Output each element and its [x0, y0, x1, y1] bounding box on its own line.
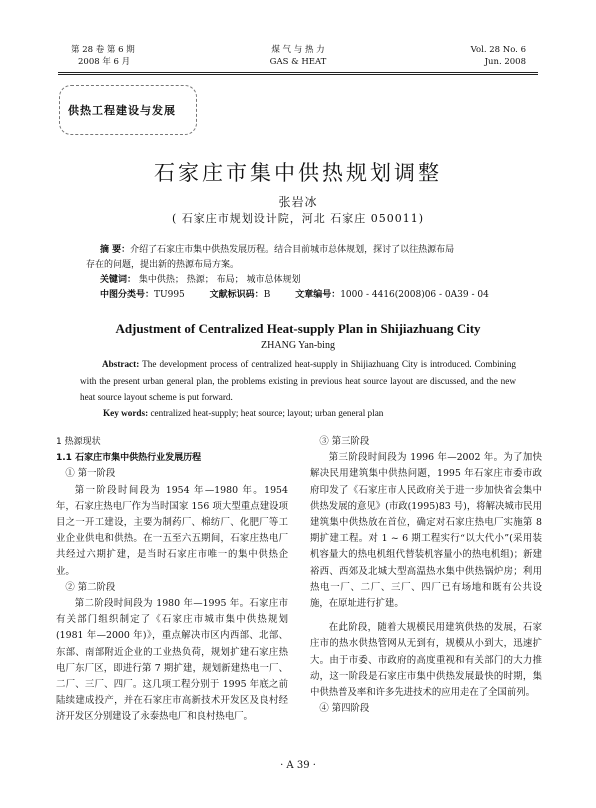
- section-tag-box: [59, 85, 197, 135]
- section-heading-1: 1 热源现状: [56, 437, 101, 447]
- stage-3-paragraph: 第三阶段时间段为 1996 年—2002 年。为了加快解决民用建筑集中供热问题，1995 年石家庄市委市政府印发了《石家庄市人民政府关于进一步加快省会集中供热发展的意见》(市政(1995)83 号)，将解决城市民用建筑集中供热放在首位，确定对石家庄热电厂实施第 8 期扩建工程。对 1 ~ 6 期工程实行“以大代小”(采用装机容量大的热电机组代替装机容量小的热电机组)；新建裕西、西郊及北城大型高温热水集中供热锅炉房；利用热电一厂、二厂、三厂、四厂已有场地和既有公共设施，在原址进行扩建。: [310, 452, 542, 610]
- journal-name-cn: 煤 气 与 热 力: [271, 45, 325, 55]
- header-rule: [58, 74, 538, 75]
- en-keywords: [103, 408, 383, 418]
- publication-date: 2008 年 6 月: [78, 57, 131, 67]
- en-abstract-text: The development process of centralized heat-supply in Shijiazhuang City is introduced. Combining with the present urban general plan, the problems existing in previous heat source layout are discussed, and the new heat source layout scheme is put forward.: [80, 359, 516, 402]
- cn-keywords: 集中供热； 热源； 布局； 城市总体规划: [138, 275, 301, 285]
- en-title: Adjustment of Centralized Heat-supply Plan in Shijiazhuang City: [115, 321, 481, 336]
- en-author: ZHANG Yan-bing: [261, 340, 335, 351]
- publication-date-en: Jun. 2008: [484, 57, 526, 67]
- journal-volume-info-en: [471, 44, 526, 68]
- stage-4-heading: ④ 第四阶段: [319, 703, 370, 715]
- clc-label: 中图分类号：: [100, 290, 155, 300]
- article-number-label: 文章编号：: [295, 290, 341, 300]
- cn-abstract: [86, 243, 518, 303]
- stage-2-paragraph: 第二阶段时间段为 1980 年—1995 年。石家庄市有关部门组织制定了《石家庄市城市集中供热规划(1981 年—2000 年)》，重点解决市区内西部、北部、东部、南部附近企业的工业热负荷，规划扩建石家庄热电厂东厂区，即进行第 7 期扩建，规划新建热电一厂、二厂、三厂、四厂。这几项工程分别于 1995 年底之前陆续建成投产，并在石家庄市高新技术开发区及良村经济开发区分别建设了永泰热电厂和良村热电厂。: [56, 598, 288, 723]
- article-number: 1000 - 4416(2008)06 - 0A39 - 04: [340, 290, 489, 300]
- article-author: 张岩冰: [278, 195, 318, 209]
- doc-code-label: 文献标识码：: [209, 290, 264, 300]
- stage-1-heading: ① 第一阶段: [65, 468, 116, 480]
- stage-3-paragraph-2: 在此阶段，随着大规模民用建筑供热的发展，石家庄市的热水供热管网从无到有，规模从小到大，迅速扩大。由于市委、市政府的高度重视和有关部门的大力推动，这一阶段是石家庄市集中供热发展最快的时期，集中供热普及率和许多先进技术的应用走在了全国前列。: [310, 622, 542, 699]
- en-abstract: [80, 356, 516, 406]
- subsection-heading-1-1: 1.1 石家庄市集中供热行业发展历程: [56, 453, 202, 464]
- section-tag: 供热工程建设与发展: [68, 104, 176, 117]
- article-title: 石家庄市集中供热规划调整: [154, 161, 442, 185]
- cn-abstract-text: 介绍了石家庄市集中供热发展历程。结合目前城市总体规划，探讨了以往热源布局: [130, 245, 455, 255]
- doc-code: B: [263, 290, 271, 300]
- cn-keywords-label: 关键词：: [100, 275, 137, 285]
- right-column: [310, 434, 542, 717]
- stage-1-paragraph: 第一阶段时间段为 1954 年—1980 年。1954 年，石家庄热电厂作为当时国家 156 项大型重点建设项目之一开工建设，主要为制药厂、棉纺厂、化肥厂等工业企业供电和供热。在一五至六五期间，石家庄热电厂共经过六期扩建，是当时石家庄市唯一的集中供热企业。: [56, 484, 288, 577]
- en-keywords-label: Key words:: [103, 408, 149, 418]
- left-column: [56, 434, 288, 726]
- page-number: · A 39 ·: [280, 760, 316, 771]
- volume-issue: 第 28 卷 第 6 期: [71, 45, 135, 55]
- header-rule: [58, 72, 538, 73]
- en-abstract-label: Abstract:: [102, 359, 140, 369]
- clc-number: TU995: [154, 290, 185, 300]
- en-keywords-text: centralized heat-supply; heat source; layout; urban general plan: [150, 408, 384, 418]
- author-affiliation: ( 石家庄市规划设计院，河北 石家庄 050011): [171, 212, 425, 225]
- cn-abstract-label: 摘 要：: [100, 245, 131, 255]
- stage-3-heading: ③ 第三阶段: [319, 436, 370, 447]
- volume-issue-en: Vol. 28 No. 6: [470, 45, 526, 55]
- stage-2-heading: ② 第二阶段: [65, 581, 116, 593]
- cn-abstract-text-cont: 存在的问题，提出新的热源布局方案。: [86, 260, 240, 270]
- journal-name-en: GAS & HEAT: [269, 57, 327, 67]
